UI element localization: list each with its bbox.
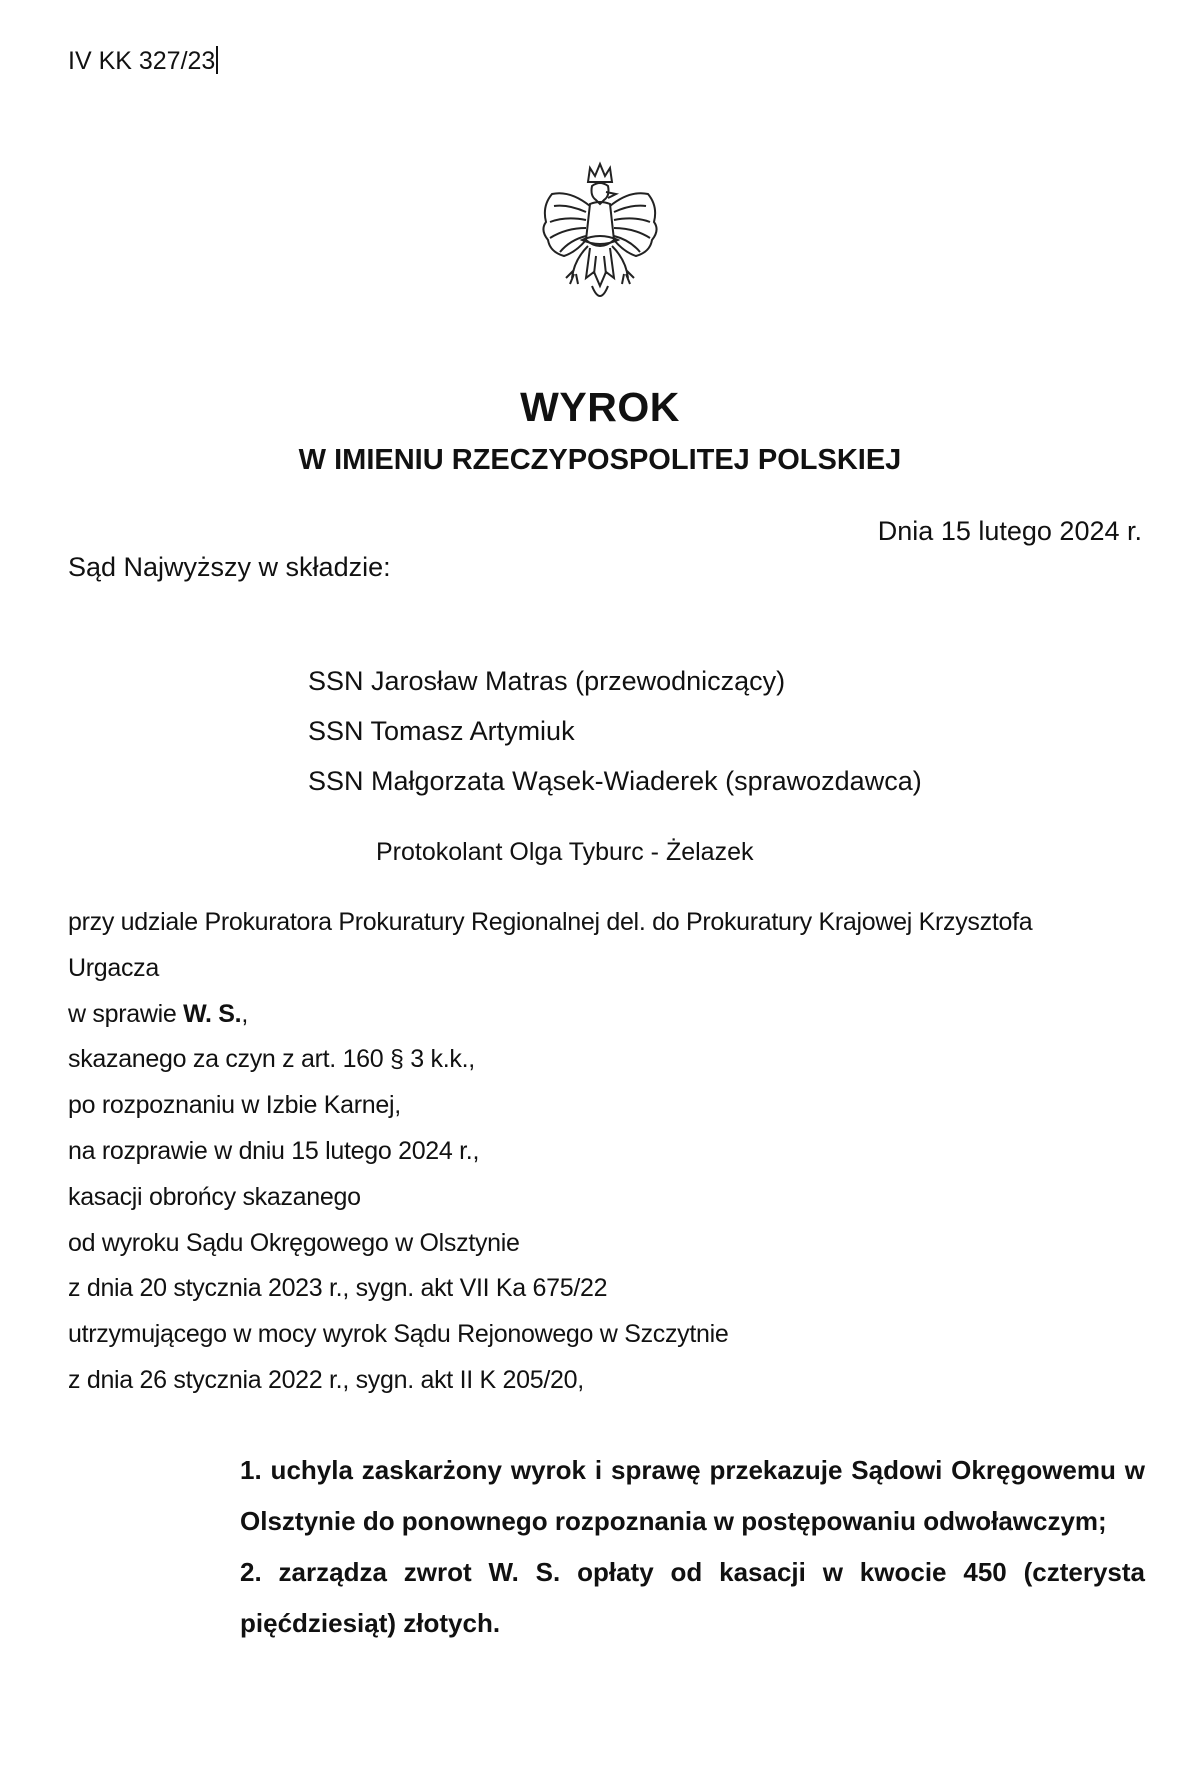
judges-list: [308, 656, 922, 806]
judgment-date: Dnia 15 lutego 2024 r.: [877, 516, 1142, 546]
document-subtitle: W IMIENIU RZECZYPOSPOLITEJ POLSKIEJ: [298, 444, 902, 476]
document-title: WYROK: [520, 384, 680, 430]
proceedings-line: z dnia 26 stycznia 2022 r., sygn. akt II K 205/20,: [68, 1365, 584, 1394]
proceedings-line: po rozpoznaniu w Izbie Karnej,: [68, 1091, 401, 1120]
case-prefix: w sprawie: [68, 999, 184, 1028]
decision-point: 2. zarządza zwrot W. S. opłaty od kasacji w kwocie 450 (czterysta pięćdziesiąt) złotych.: [240, 1557, 1145, 1638]
judge-entry: SSN Małgorzata Wąsek-Wiaderek (sprawozdawca): [308, 766, 922, 796]
case-number: IV KK 327/23: [68, 46, 218, 76]
judge-entry: SSN Jarosław Matras (przewodniczący): [308, 666, 786, 696]
court-clerk: Protokolant Olga Tyburc - Żelazek: [376, 838, 754, 866]
court-composition-intro: Sąd Najwyższy w składzie:: [68, 552, 391, 582]
proceedings-line: od wyroku Sądu Okręgowego w Olsztynie: [68, 1228, 520, 1257]
prosecutor-line: Urgacza: [68, 953, 159, 982]
judge-entry: SSN Tomasz Artymiuk: [308, 716, 575, 746]
case-suffix: ,: [241, 999, 248, 1028]
decision-point: 1. uchyla zaskarżony wyrok i sprawę przekazuje Sądowi Okręgowemu w Olsztynie do ponownego rozpoznania w postępowaniu odwoławczym;: [240, 1455, 1145, 1536]
proceedings-line: skazanego za czyn z art. 160 § 3 k.k.,: [68, 1045, 475, 1074]
judgment-decision: [240, 1445, 1145, 1649]
proceedings-line: na rozprawie w dniu 15 lutego 2024 r.,: [68, 1136, 480, 1165]
polish-eagle-emblem-icon: [530, 160, 670, 310]
proceedings-line: z dnia 20 stycznia 2023 r., sygn. akt VII Ka 675/22: [68, 1274, 608, 1303]
text-cursor: [216, 46, 218, 74]
prosecutor-line: przy udziale Prokuratora Prokuratury Regionalnej del. do Prokuratury Krajowej Krzysztofa: [68, 908, 1033, 936]
proceedings-line: utrzymującego w mocy wyrok Sądu Rejonowego w Szczytnie: [68, 1320, 729, 1349]
defendant-name: W. S.: [183, 999, 242, 1028]
proceedings-details: [68, 900, 1148, 1404]
case-line: [68, 992, 1148, 1038]
proceedings-line: kasacji obrońcy skazanego: [68, 1182, 361, 1211]
